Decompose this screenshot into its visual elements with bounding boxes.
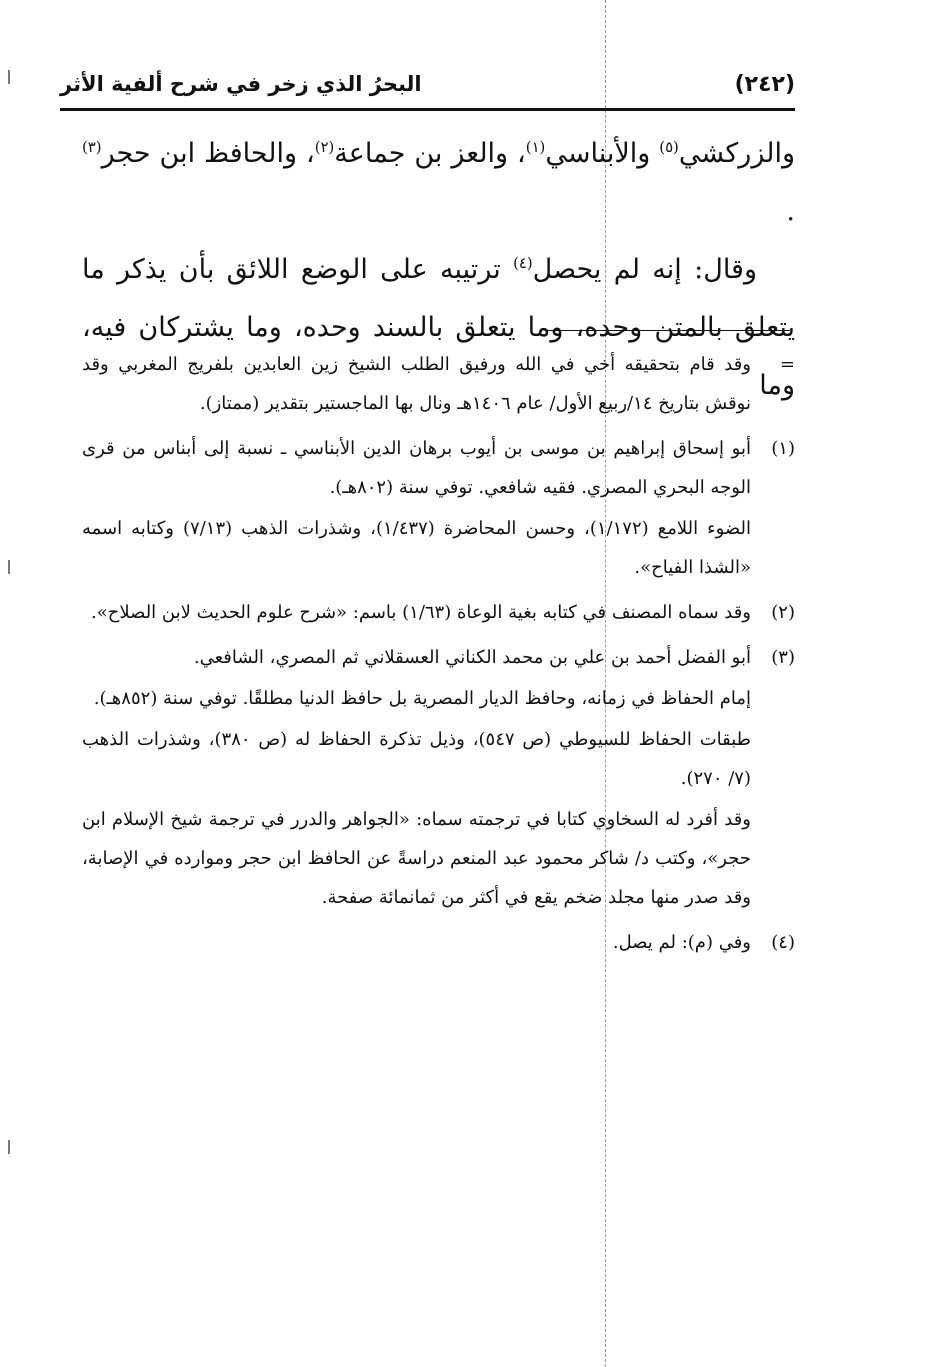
footnote-marker: (٣) [771, 647, 795, 668]
footnote-ref: (٢) [314, 138, 335, 156]
footnote-text: أبو الفضل أحمد بن علي بن محمد الكناني العسقلاني ثم المصري، الشافعي. [193, 647, 751, 668]
footnote-ref: (٤) [513, 254, 533, 272]
page-number: (٢٤٢) [734, 71, 795, 97]
footnote-1 [82, 429, 795, 587]
text-run: والزركشي [678, 138, 795, 169]
text-run: والأبناسي [545, 138, 660, 169]
footnote-3 [82, 638, 795, 917]
footnote-2 [82, 593, 795, 632]
edge-mark [8, 560, 10, 574]
text-run: ترتيبه على الوضع اللائق بأن يذكر ما يتعلق بالمتن وحده، وما يتعلق بالسند وحده، وما يشتركان فيه، وما [82, 254, 795, 401]
footnote-text: وفي (م): لم يصل. [612, 932, 751, 953]
footnote-text: وقد سماه المصنف في كتابه بغية الوعاة (١/٦٣) باسم: «شرح علوم الحديث لابن الصلاح». [90, 602, 751, 623]
running-title: البحرُ الذي زخر في شرح ألفية الأثر [60, 72, 422, 96]
footnote-4 [82, 923, 795, 962]
edge-mark [8, 1140, 10, 1154]
footnote-text: أبو إسحاق إبراهيم بن موسى بن أيوب برهان الدين الأبناسي ـ نسبة إلى أبناس من قرى الوجه البحري المصري. فقيه شافعي. توفي سنة (٨٠٢هـ). [82, 438, 751, 498]
footnote-text: طبقات الحفاظ للسيوطي (ص ٥٤٧)، وذيل تذكرة الحفاظ له (ص ٣٨٠)، وشذرات الذهب (٧/ ٢٧٠). [82, 729, 751, 789]
footnote-ref: (٥) [659, 138, 679, 156]
footnotes [82, 345, 795, 968]
text-run: . [786, 196, 795, 227]
footnote-marker: (٤) [771, 932, 795, 953]
text-run: ، والحافظ ابن حجر [101, 138, 315, 169]
footnote-marker: = [779, 354, 795, 375]
footnote-separator [545, 330, 790, 331]
footnote-text: إمام الحفاظ في زمانه، وحافظ الديار المصرية بل حافظ الدنيا مطلقًا. توفي سنة (٨٥٢هـ). [93, 688, 751, 709]
footnote-marker: (٢) [771, 602, 795, 623]
footnote-text: وقد أفرد له السخاوي كتابا في ترجمته سماه: «الجواهر والدرر في ترجمة شيخ الإسلام ابن حجر»، وكتب د/ شاكر محمود عبد المنعم دراسةً عن الحافظ ابن حجر وموارده في الإصابة، وقد صدر منها مجلد ضخم يقع في أكثر من ثمانمائة صفحة. [82, 809, 751, 908]
body-line-1 [82, 125, 795, 241]
text-run: وقال: إنه لم يحصل [532, 254, 757, 285]
text-run: ، والعز بن جماعة [334, 138, 526, 169]
footnote-continuation [82, 345, 795, 423]
footnote-ref: (٣) [82, 138, 102, 156]
footnote-ref: (١) [525, 138, 546, 156]
edge-mark [8, 70, 10, 84]
header-rule [60, 108, 795, 111]
footnote-text: وقد قام بتحقيقه أخي في الله ورفيق الطلب الشيخ زين العابدين بلفريج المغربي وقد نوقش بتاريخ ١٤/ربيع الأول/ عام ١٤٠٦هـ ونال بها الماجستير بتقدير (ممتاز). [82, 354, 751, 414]
footnote-text: الضوء اللامع (١/١٧٢)، وحسن المحاضرة (١/٤٣٧)، وشذرات الذهب (٧/١٣) وكتابه اسمه «الشذا الفياح». [82, 518, 752, 578]
page-header [60, 62, 795, 106]
footnote-marker: (١) [771, 438, 795, 459]
